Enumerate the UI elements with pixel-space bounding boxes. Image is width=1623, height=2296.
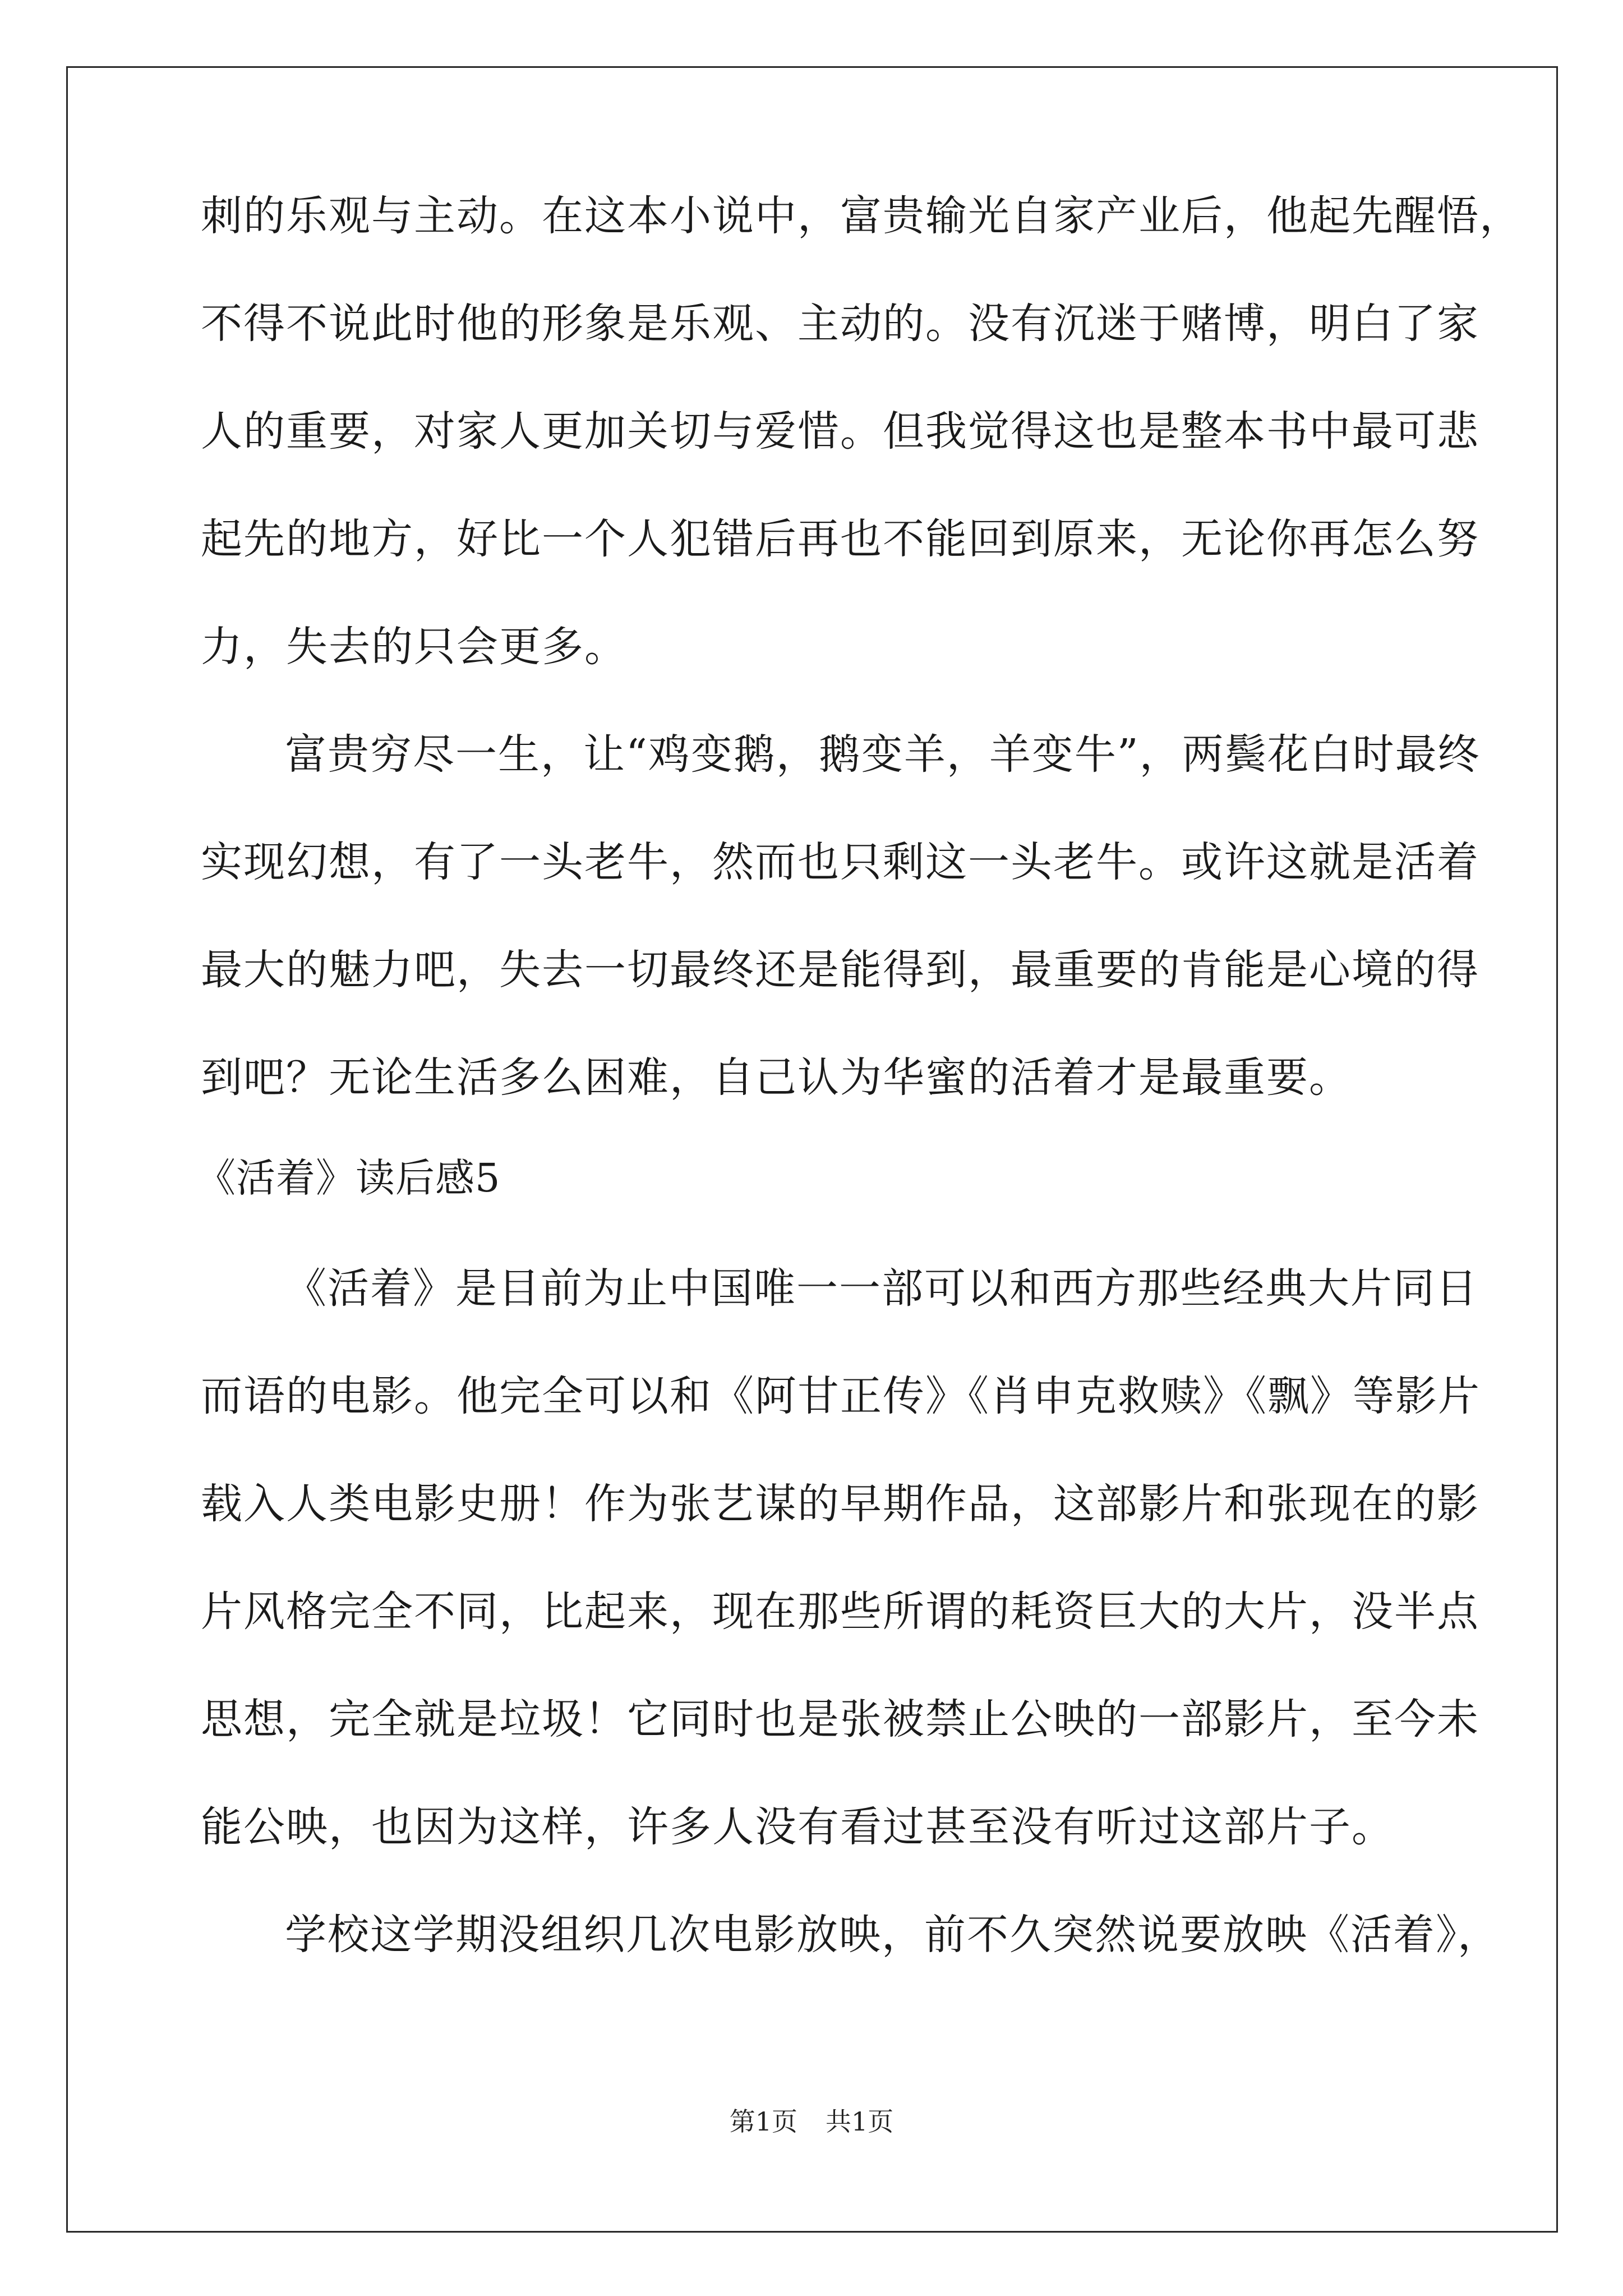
paragraph-line: 实现幻想，有了一头老牛，然而也只剩这一头老牛。或许这就是活着 (201, 838, 1479, 886)
paragraph-line: 能公映，也因为这样，许多人没有看过甚至没有听过这部片子。 (201, 1803, 1394, 1851)
paragraph-line: 载入人类电影史册！作为张艺谋的早期作品，这部影片和张现在的影 (201, 1480, 1479, 1528)
page-footer (0, 2105, 1623, 2138)
paragraph-line: 片风格完全不同，比起来，现在那些所谓的耗资巨大的大片，没半点 (201, 1588, 1479, 1636)
paragraph-line: 《活着》是目前为止中国唯一一部可以和西方那些经典大片同日 (285, 1264, 1478, 1313)
paragraph-line: 最大的魅力吧，失去一切最终还是能得到，最重要的肯能是心境的得 (201, 946, 1479, 994)
paragraph-line: 思想，完全就是垃圾！它同时也是张被禁止公映的一部影片，至今未 (201, 1695, 1479, 1743)
paragraph-line: 不得不说此时他的形象是乐观、主动的。没有沉迷于赌博，明白了家 (201, 300, 1479, 348)
page-total: 共1页 (826, 2106, 894, 2137)
paragraph-line: 起先的地方，好比一个人犯错后再也不能回到原来，无论你再怎么努 (201, 515, 1479, 563)
paragraph-line: 人的重要，对家人更加关切与爱惜。但我觉得这也是整本书中最可悲 (201, 407, 1479, 455)
paragraph-line: 力，失去的只会更多。 (201, 623, 627, 671)
paragraph-line: 富贵穷尽一生，让“鸡变鹅，鹅变羊，羊变牛”，两鬓花白时最终 (285, 730, 1481, 779)
paragraph-line: 学校这学期没组织几次电影放映，前不久突然说要放映《活着》， (285, 1911, 1500, 1959)
paragraph-line: 而语的电影。他完全可以和《阿甘正传》《肖申克救赎》《飘》等影片 (201, 1372, 1481, 1420)
paragraph-line: 到吧？无论生活多么困难，自己认为华蜜的活着才是最重要。 (201, 1053, 1352, 1102)
page-number: 第1页 (729, 2106, 797, 2137)
section-heading: 《活着》读后感5 (196, 1155, 501, 1201)
paragraph-line: 刺的乐观与主动。在这本小说中，富贵输光自家产业后，他起先醒悟， (201, 192, 1522, 240)
